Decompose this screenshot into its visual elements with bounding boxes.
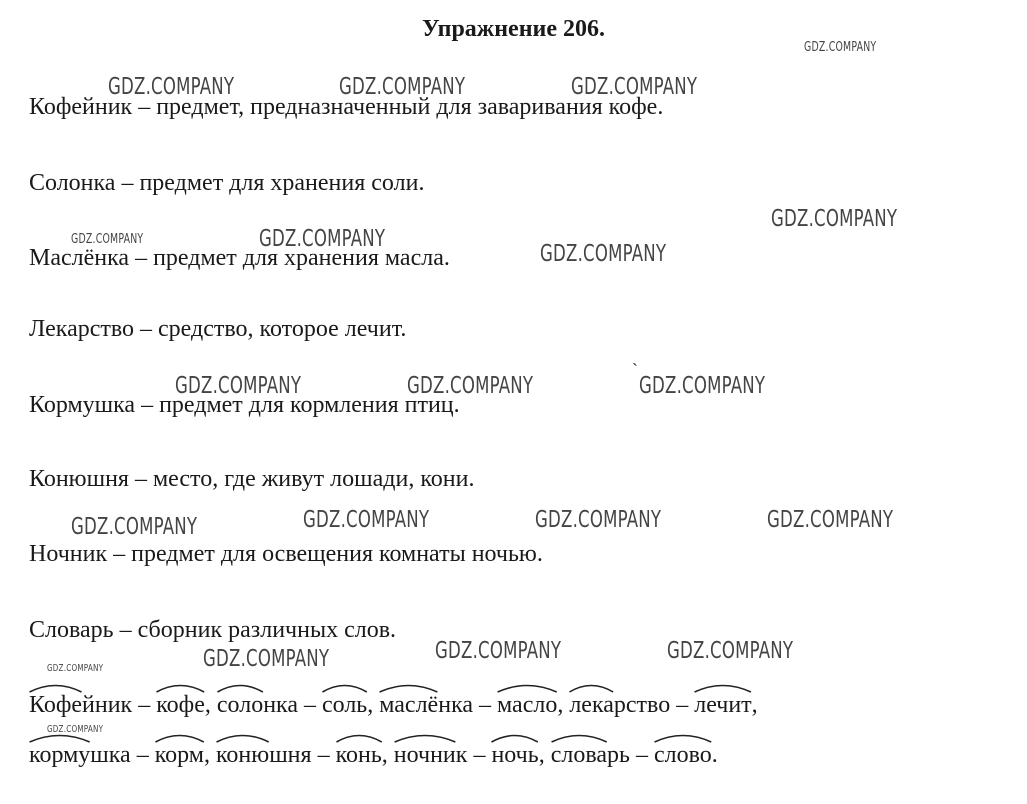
word-rest: рь (607, 742, 630, 768)
watermark: GDZ.COMPANY (571, 74, 698, 100)
root-word (29, 742, 90, 769)
root-arc-mark (156, 683, 205, 693)
root-word (156, 692, 205, 719)
word-root: соло (216, 692, 264, 718)
root-arc-mark (336, 733, 382, 743)
word-rest: йник (82, 692, 133, 718)
root-arc-mark (217, 683, 263, 693)
watermark: GDZ.COMPANY (71, 514, 198, 540)
watermark: GDZ.COMPANY (767, 507, 894, 533)
watermark: GDZ.COMPANY (47, 663, 104, 674)
root-arc-mark (29, 683, 82, 693)
root-word (694, 692, 751, 719)
word-rest: нка (438, 692, 474, 718)
line-end: , (751, 692, 758, 718)
root-arc-mark (569, 683, 614, 693)
root-arc-mark (551, 733, 607, 743)
answer-line (29, 742, 718, 769)
word-rest: нка (263, 692, 298, 718)
answer-line (29, 692, 758, 719)
definition-line: Кофейник – предмет, предназначенный для заваривания кофе. (29, 94, 664, 120)
dash: – (473, 692, 498, 718)
watermark: GDZ.COMPANY (203, 646, 330, 672)
watermark: GDZ.COMPANY (540, 241, 667, 267)
watermark: GDZ.COMPANY (771, 206, 898, 232)
separator: , (203, 742, 216, 768)
watermark: GDZ.COMPANY (667, 638, 794, 664)
word-root: Кофе (29, 692, 83, 718)
root-arc-mark (322, 683, 367, 693)
root-word (379, 692, 438, 719)
watermark: GDZ.COMPANY (804, 40, 877, 55)
root-arc-mark (694, 683, 751, 693)
dash: – (629, 742, 654, 768)
separator: , (381, 742, 394, 768)
root-arc-mark (379, 683, 438, 693)
root-arc-mark (497, 683, 557, 693)
word-root: корм (154, 742, 204, 768)
word-rest: к (455, 742, 468, 768)
watermark: GDZ.COMPANY (259, 226, 386, 252)
dash: – (297, 692, 322, 718)
root-arc-mark (654, 733, 712, 743)
watermark: GDZ.COMPANY (71, 232, 144, 247)
watermark: GDZ.COMPANY (339, 74, 466, 100)
root-word (491, 742, 538, 769)
word-root: коню (215, 742, 270, 768)
root-word (394, 742, 456, 769)
root-word (336, 742, 382, 769)
root-word (497, 692, 557, 719)
definition-line: Солонка – предмет для хранения соли. (29, 170, 425, 196)
word-root: соль (321, 692, 368, 718)
root-word (322, 692, 367, 719)
word-root: кофе (156, 692, 205, 718)
separator: , (367, 692, 380, 718)
word-root: слово (653, 742, 712, 768)
watermark: GDZ.COMPANY (303, 507, 430, 533)
word-root: слова (550, 742, 607, 768)
watermark: GDZ.COMPANY (108, 74, 235, 100)
watermark: GDZ.COMPANY (407, 373, 534, 399)
root-word (155, 742, 204, 769)
exercise-title: Упражнение 206. (421, 16, 605, 42)
definition-line: Ночник – предмет для освещения комнаты ночью. (29, 541, 543, 567)
root-arc-mark (155, 733, 204, 743)
line-end: . (711, 742, 718, 768)
word-root: лека (569, 692, 614, 718)
definition-line: Маслёнка – предмет для хранения масла. (29, 245, 450, 271)
root-word (216, 742, 269, 769)
definition-line: Словарь – сборник различных слов. (29, 617, 397, 643)
root-arc-mark (394, 733, 456, 743)
word-root: корму (29, 742, 91, 768)
definition-line: Конюшня – место, где живут лошади, кони. (29, 466, 475, 492)
word-root: масло (497, 692, 558, 718)
root-arc-mark (216, 733, 269, 743)
word-root: маслё (379, 692, 439, 718)
stray-mark: ˋ (632, 360, 638, 380)
definition-line: Кормушка – предмет для кормления птиц. (29, 392, 460, 418)
dash: – (670, 692, 695, 718)
separator: , (538, 742, 551, 768)
word-rest: рство (613, 692, 671, 718)
root-arc-mark (29, 733, 90, 743)
dash: – (132, 692, 157, 718)
watermark: GDZ.COMPANY (535, 507, 662, 533)
word-rest: шка (90, 742, 131, 768)
watermark: GDZ.COMPANY (175, 373, 302, 399)
dash: – (311, 742, 336, 768)
root-word (29, 692, 82, 719)
word-root: ночни (393, 742, 456, 768)
root-word (217, 692, 263, 719)
root-word (569, 692, 614, 719)
root-word (654, 742, 712, 769)
root-arc-mark (491, 733, 538, 743)
definition-line: Лекарство – средство, которое лечит. (29, 316, 407, 342)
word-root: конь (335, 742, 382, 768)
watermark: GDZ.COMPANY (639, 373, 766, 399)
word-root: ночь (491, 742, 539, 768)
watermark: GDZ.COMPANY (435, 638, 562, 664)
root-word (551, 742, 607, 769)
dash: – (130, 742, 155, 768)
separator: , (557, 692, 570, 718)
dash: – (467, 742, 492, 768)
watermark: GDZ.COMPANY (47, 724, 104, 735)
separator: , (204, 692, 217, 718)
word-root: лечит (694, 692, 752, 718)
word-rest: шня (269, 742, 312, 768)
